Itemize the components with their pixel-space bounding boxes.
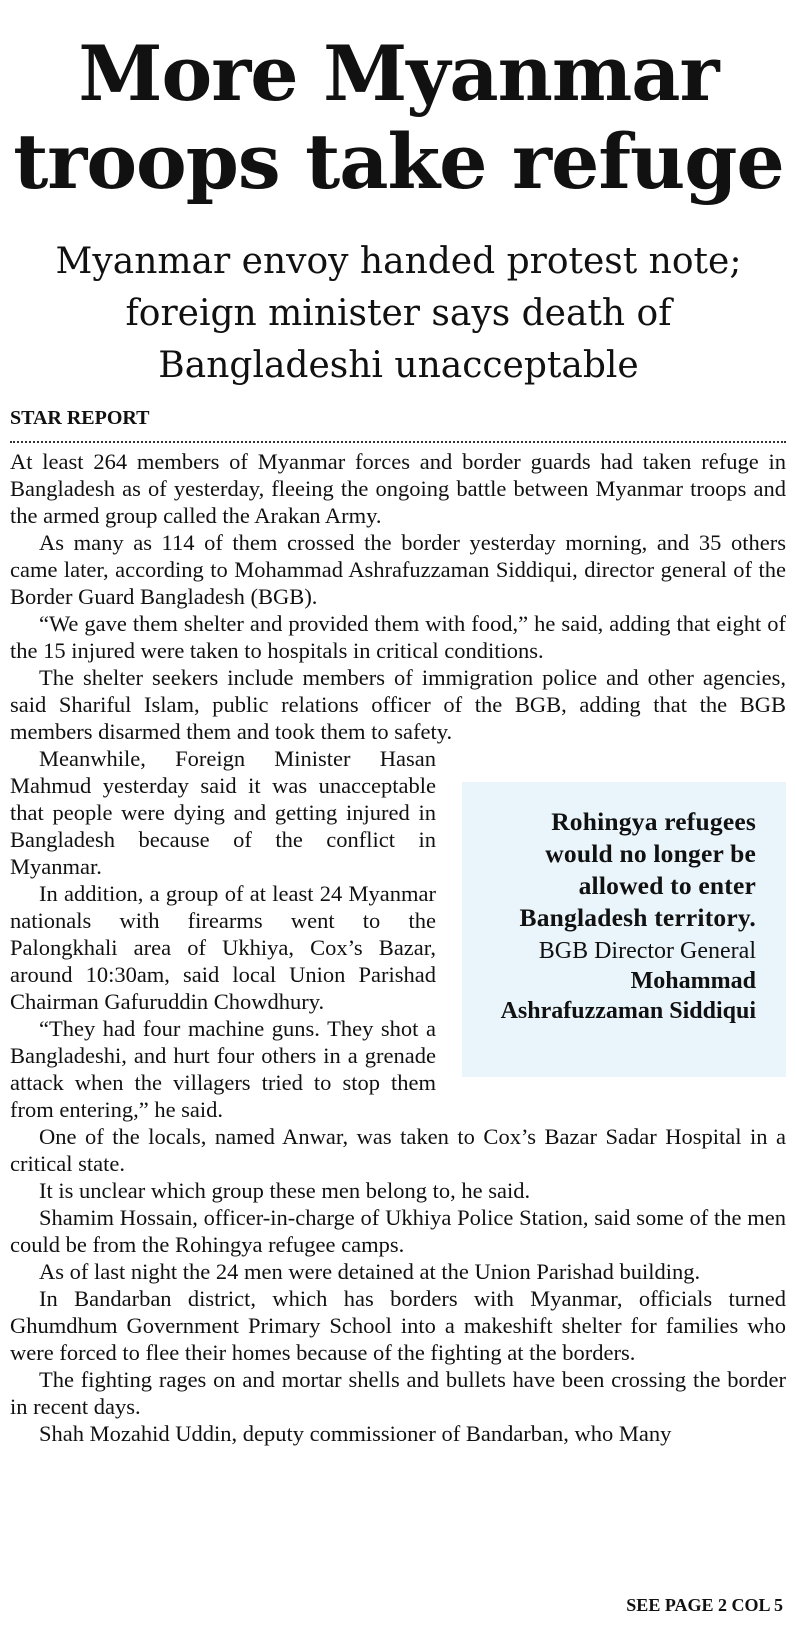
paragraph-5: Meanwhile, Foreign Minister Hasan Mahmud yesterday said it was unacceptable that people were dying and getting injured in Bangladesh because of the conflict in Myanmar. bbox=[10, 746, 436, 879]
byline: STAR REPORT bbox=[10, 407, 150, 429]
paragraph-14: Shah Mozahid Uddin, deputy commissioner of Bandarban, who Many bbox=[39, 1421, 672, 1446]
paragraph-11: As of last night the 24 men were detained at the Union Parishad building. bbox=[39, 1259, 701, 1284]
paragraph-9: It is unclear which group these men belong to, he said. bbox=[39, 1178, 531, 1203]
paragraph-7: “They had four machine guns. They shot a Bangladeshi, and hurt four others in a grenade attack when the villagers tried to stop them from entering,” he said. bbox=[10, 1016, 436, 1122]
article-body bbox=[10, 448, 786, 1447]
paragraph-13: The fighting rages on and mortar shells and bullets have been crossing the border in recent days. bbox=[10, 1367, 786, 1419]
paragraph-4: The shelter seekers include members of immigration police and other agencies, said Shariful Islam, public relations officer of the BGB, adding that the BGB members disarmed them and took them to safety. bbox=[10, 665, 786, 744]
headline bbox=[0, 30, 797, 206]
paragraph-10: Shamim Hossain, officer-in-charge of Ukhiya Police Station, said some of the men could be from the Rohingya refugee camps. bbox=[10, 1205, 786, 1257]
pull-quote-text: Rohingya refugees would no longer be allowed to enter Bangladesh territory. bbox=[519, 807, 756, 932]
attribution-title: BGB Director General bbox=[538, 938, 756, 964]
byline-divider bbox=[10, 441, 786, 443]
paragraph-8: One of the locals, named Anwar, was taken to Cox’s Bazar Sadar Hospital in a critical state. bbox=[10, 1124, 786, 1176]
subheadline: Myanmar envoy handed protest note; foreign minister says death of Bangladeshi unacceptable bbox=[55, 241, 742, 386]
pull-quote-box bbox=[462, 782, 786, 1077]
paragraph-3: “We gave them shelter and provided them with food,” he said, adding that eight of the 15 injured were taken to hospitals in critical conditions. bbox=[10, 611, 786, 663]
paragraph-1: At least 264 members of Myanmar forces and border guards had taken refuge in Bangladesh as of yesterday, fleeing the ongoing battle between Myanmar troops and the armed group called the Arakan Army. bbox=[10, 449, 786, 528]
headline-line-1: More Myanmar bbox=[78, 29, 719, 118]
continuation-line: SEE PAGE 2 COL 5 bbox=[626, 1595, 783, 1615]
paragraph-2: As many as 114 of them crossed the border yesterday morning, and 35 others came later, according to Mohammad Ashrafuzzaman Siddiqui, director general of the Border Guard Bangladesh (BGB). bbox=[10, 530, 786, 609]
paragraph-12: In Bandarban district, which has borders with Myanmar, officials turned Ghumdhum Government Primary School into a makeshift shelter for families who were forced to flee their homes because of the fighting at the borders. bbox=[10, 1286, 786, 1365]
attribution-name: Mohammad Ashrafuzzaman Siddiqui bbox=[500, 968, 756, 1024]
paragraph-6: In addition, a group of at least 24 Myanmar nationals with firearms went to the Palongkhali area of Ukhiya, Cox’s Bazar, around 10:30am, said local Union Parishad Chairman Gafuruddin Chowdhury. bbox=[10, 881, 436, 1014]
headline-line-2: troops take refuge bbox=[13, 117, 784, 206]
pull-quote-attribution bbox=[492, 936, 756, 1026]
